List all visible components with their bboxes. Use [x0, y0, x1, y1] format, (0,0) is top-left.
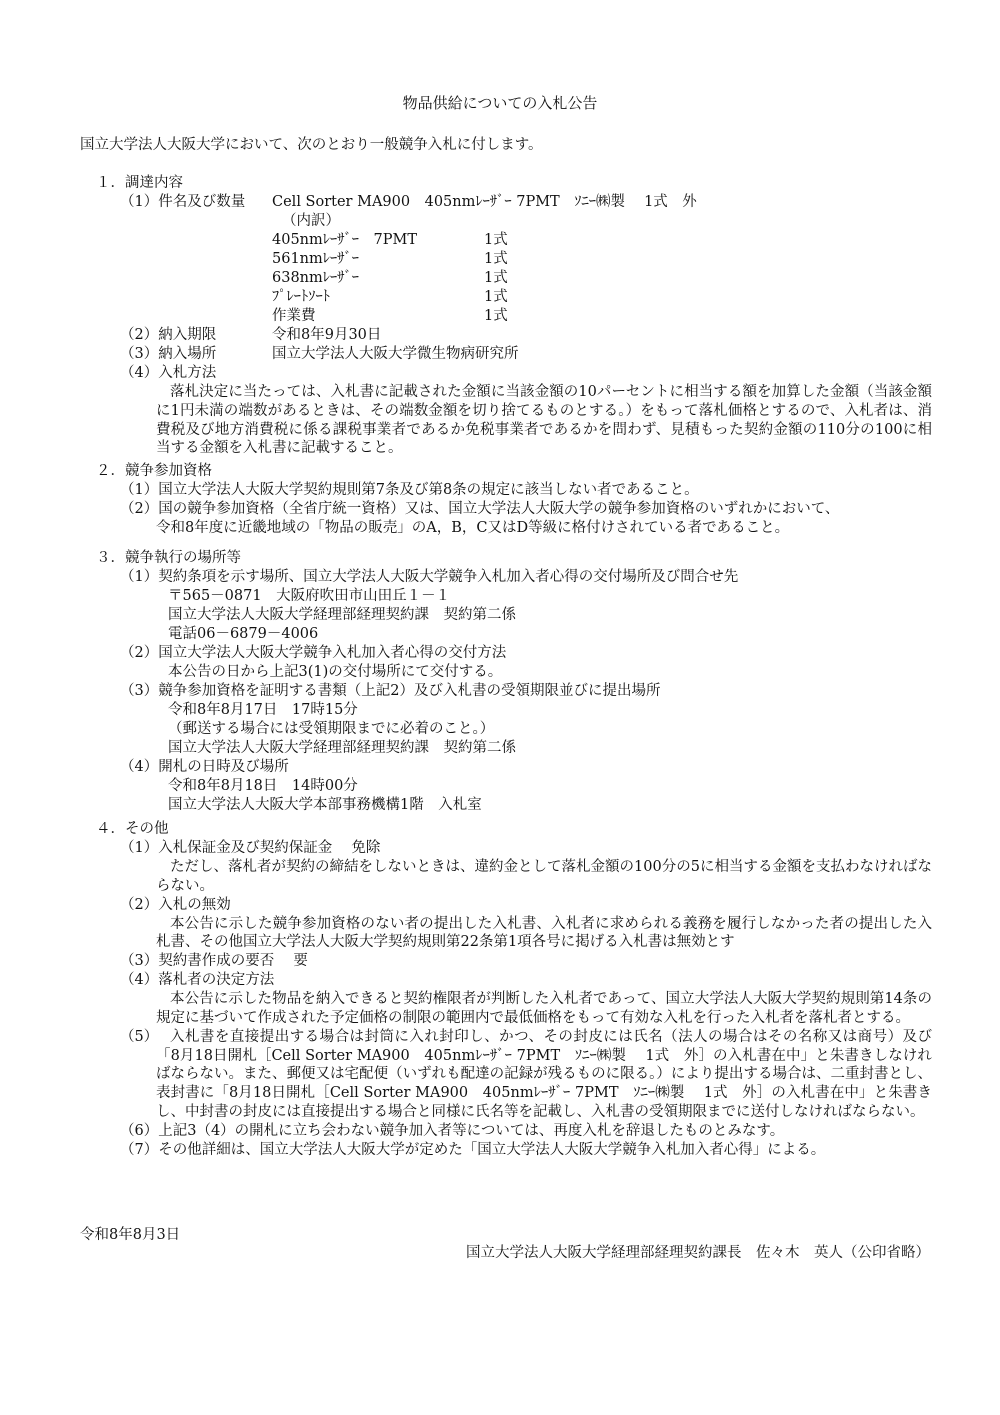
- other-text: （6）上記3（4）の開札に立ち会わない競争加入者等については、再度入札を辞退したものとみなす。: [120, 1122, 785, 1139]
- other-item: [96, 896, 936, 915]
- other-number: （5）: [120, 1028, 159, 1045]
- execution-text: （4）開札の日時及び場所: [120, 759, 289, 775]
- execution-line: [96, 720, 936, 739]
- execution-line: [96, 701, 936, 720]
- breakdown-list: [96, 231, 936, 326]
- section-heading: １．調達内容: [96, 175, 183, 191]
- breakdown-item-qty: 1式: [484, 308, 508, 324]
- section-procurement: [96, 174, 936, 458]
- section-heading: ３．競争執行の場所等: [96, 550, 241, 566]
- breakdown-label: （内訳）: [282, 213, 340, 229]
- page-title: 物品供給についての入札公告: [402, 94, 598, 112]
- deadline-text: 令和8年8月17日 17時15分: [168, 702, 358, 718]
- execution-line: [96, 739, 936, 758]
- execution-text: （1）契約条項を示す場所、国立大学法人大阪大学競争入札加入者心得の交付場所及び問合せ先: [120, 569, 739, 585]
- breakdown-item-name: 405nmﾚｰｻﾞｰ 7PMT: [272, 232, 418, 248]
- execution-line: [96, 663, 936, 682]
- other-text: （4）落札者の決定方法: [120, 972, 275, 989]
- office-text: 国立大学法人大阪大学経理部経理契約課 契約第二係: [168, 607, 516, 623]
- office-text: 国立大学法人大阪大学経理部経理契約課 契約第二係: [168, 740, 516, 756]
- place-label: （3）納入場所: [120, 346, 217, 362]
- item-label: （1）件名及び数量: [120, 194, 246, 210]
- execution-text: （2）国立大学法人大阪大学競争入札加入者心得の交付方法: [120, 645, 507, 661]
- note-text: （郵送する場合には受領期限までに必着のこと。）: [168, 721, 495, 737]
- method-row: [96, 364, 936, 383]
- other-paragraph: ただし、落札者が契約の締結をしないときは、違約金として落札金額の100分の5に相当する金額を支払わなければならない。: [156, 859, 932, 894]
- phone-text: 電話06－6879－4006: [168, 626, 319, 642]
- other-item: [96, 1141, 936, 1160]
- place-row: [96, 345, 936, 364]
- breakdown-item-qty: 1式: [484, 270, 508, 286]
- qualification-text: （2）国の競争参加資格（全省庁統一資格）又は、国立大学法人大阪大学の競争参加資格のいずれかにおいて、: [120, 501, 840, 517]
- execution-item: [96, 568, 936, 587]
- other-paragraph: 本公告に示した物品を納入できると契約権限者が判断した入札者であって、国立大学法人大阪大学契約規則第14条の規定に基づいて作成された予定価格の制限の範囲内で最低価格をもって有効な入札を行った入札者を落札者とする。: [156, 991, 932, 1026]
- deadline-row: [96, 326, 936, 345]
- breakdown-item: [272, 269, 508, 288]
- method-text: 落札決定に当たっては、入札書に記載された金額に当該金額の10パーセントに相当する額を加算した金額（当該金額に1円未満の端数があるときは、その端数金額を切り捨てるものとする。）をもって落札価格とするので、入札者は、消費税及び地方消費税に係る課税事業者であるか免税事業者であるかを問わず、見積もった契約金額の110分の100に相当する金額を入札書に記載すること。: [156, 384, 932, 457]
- breakdown-item-name: 作業費: [272, 308, 316, 324]
- other-item: [96, 952, 936, 971]
- qualification-item: [96, 500, 936, 519]
- qualification-item-cont: [96, 519, 936, 538]
- qualification-text: （1）国立大学法人大阪大学契約規則第7条及び第8条の規定に該当しない者であること。: [120, 482, 699, 498]
- section-heading: ２．競争参加資格: [96, 463, 212, 479]
- section-qualification: [96, 462, 936, 538]
- other-item: [96, 839, 936, 858]
- other-text: （3）契約書作成の要否 要: [120, 953, 308, 970]
- execution-line: [96, 587, 936, 606]
- notice-date: 令和8年8月3日: [80, 1227, 181, 1243]
- execution-item: [96, 758, 936, 777]
- execution-item: [96, 682, 936, 701]
- other-text: （2）入札の無効: [120, 896, 231, 913]
- address-text: 〒565－0871 大阪府吹田市山田丘１－１: [168, 588, 451, 604]
- breakdown-item: [272, 288, 508, 307]
- deadline-label: （2）納入期限: [120, 327, 217, 343]
- other-item-5: [96, 1028, 936, 1122]
- breakdown-item-qty: 1式: [484, 232, 508, 248]
- breakdown-item: [272, 250, 508, 269]
- deadline-value: 令和8年9月30日: [272, 327, 382, 343]
- other-text: （7）その他詳細は、国立大学法人大阪大学が定めた「国立大学法人大阪大学競争入札加入者心得」による。: [120, 1141, 826, 1158]
- opening-date-text: 令和8年8月18日 14時00分: [168, 778, 358, 794]
- breakdown-item-name: ﾌﾟﾚｰﾄｿｰﾄ: [272, 289, 330, 305]
- breakdown-item-qty: 1式: [484, 251, 508, 267]
- other-paragraph: 入札書を直接提出する場合は封筒に入れ封印し、かつ、その封皮には氏名（法人の場合はその名称又は商号）及び「8月18日開札［Cell Sorter MA900 405nmﾚｰｻﾞｰ 7PMT ｿﾆｰ㈱製 1式 外］の入札書在中」と朱書きしなければならない。また、郵便又は宅配便（いずれも配達の記録が残るものに限る。）により提出する場合は、二重封書とし、表封書に「8月18日開札［Cell Sorter MA900 405nmﾚｰｻﾞｰ 7PMT ｿﾆｰ㈱製 1式 外］の入札書在中」と朱書きし、中封書の封皮には直接提出する場合と同様に氏名等を記載し、入札書の受領期限までに送付しなければならない。: [156, 1028, 932, 1120]
- section-heading: ４．その他: [96, 821, 169, 837]
- method-label: （4）入札方法: [120, 365, 217, 381]
- other-item: [96, 971, 936, 990]
- qualification-text: 令和8年度に近畿地域の「物品の販売」のA，B，C又はD等級に格付けされている者であること。: [156, 520, 790, 536]
- opening-place-text: 国立大学法人大阪大学本部事務機構1階 入札室: [168, 797, 482, 813]
- execution-text: 本公告の日から上記3(1)の交付場所にて交付する。: [168, 664, 503, 680]
- execution-line: [96, 796, 936, 815]
- breakdown-item-qty: 1式: [484, 289, 508, 305]
- breakdown-item: [272, 231, 508, 250]
- breakdown-item-name: 561nmﾚｰｻﾞｰ: [272, 251, 360, 267]
- breakdown-row: [96, 212, 936, 231]
- section-execution: [96, 549, 936, 815]
- section-other: [96, 820, 936, 1160]
- place-value: 国立大学法人大阪大学微生物病研究所: [272, 346, 519, 362]
- execution-line: [96, 625, 936, 644]
- other-item: [96, 1122, 936, 1141]
- item-name: Cell Sorter MA900 405nmﾚｰｻﾞｰ 7PMT ｿﾆｰ㈱製 1式 外: [272, 194, 697, 210]
- breakdown-item: [272, 307, 508, 326]
- other-paragraph: 本公告に示した競争参加資格のない者の提出した入札書、入札者に求められる義務を履行しなかった者の提出した入札書、その他国立大学法人大阪大学契約規則第22条第1項各号に掲げる入札書は無効とす: [156, 915, 932, 951]
- qualification-item: [96, 481, 936, 500]
- execution-line: [96, 606, 936, 625]
- breakdown-item-name: 638nmﾚｰｻﾞｰ: [272, 270, 360, 286]
- execution-item: [96, 644, 936, 663]
- execution-line: [96, 777, 936, 796]
- execution-text: （3）競争参加資格を証明する書類（上記2）及び入札書の受領期限並びに提出場所: [120, 683, 661, 699]
- intro-text: 国立大学法人大阪大学において、次のとおり一般競争入札に付します。: [80, 137, 543, 153]
- signer: 国立大学法人大阪大学経理部経理契約課長 佐々木 英人（公印省略）: [466, 1245, 930, 1261]
- item-row: [96, 193, 936, 212]
- other-text: （1）入札保証金及び契約保証金 免除: [120, 840, 381, 856]
